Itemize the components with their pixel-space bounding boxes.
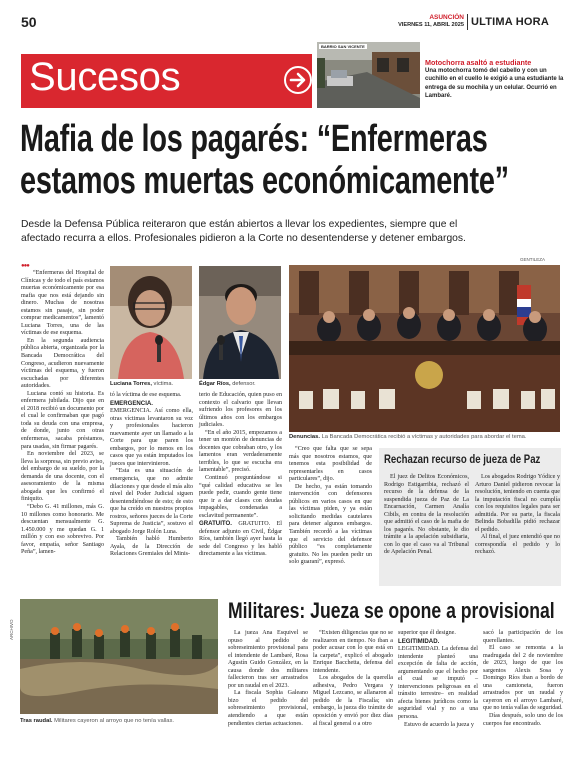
paragraph: De hecho, ya están tomando intervención con defensores públicos en varios casos en que las víctimas piden, y ya están solicitando medidas cautelares para detener algunos embargos. También recordó a las víctimas que el servicio del defensor público “es completamente gratuito. No les pueden pedir un solo guaraní”, expresó. bbox=[289, 483, 372, 566]
paragraph bbox=[110, 400, 193, 469]
paragraph: También habló Humberto Ayala, de la Dirección de Relaciones Gremiales del Minis- bbox=[110, 536, 193, 558]
headline-line-1: Mafia de los pagarés: “Enfermeras bbox=[20, 118, 488, 160]
militares-column-4 bbox=[483, 630, 563, 728]
main-column-4 bbox=[289, 446, 372, 567]
main-column-1 bbox=[21, 270, 104, 557]
militares-photo-credit: ARCHIVO bbox=[9, 619, 14, 640]
arrow-right-icon[interactable] bbox=[284, 66, 312, 94]
paragraph: Los abogados de la querella adhesiva, Pedro Vergara y Miguel Lezcano, se allanaron al pedido de la Fiscalía; sin embargo, la jueza dio trámite de oposición y envió por diez días al fiscal general o a otro bbox=[313, 675, 393, 727]
paragraph: La fiscala Sophia Galeano bizo el pedido del sobreseimiento provisional, atendiendo a que están pendientes ciertas actuaciones. bbox=[228, 690, 308, 727]
paragraph: Continuó preguntándose si “qué calidad educativa se les puede pedir, cuando gente tiene que ir a dar clases con deudas impagables, condenadas a esclavitud permanente”. bbox=[199, 475, 282, 519]
paragraph: La jueza Ana Esquivel se opuso al pedido de sobreseimiento provisional para el intendente de Lambaré, Rosa Agustín Guido González, en la causa donde dos militares fallecieron tras ser arrastrados por un raudal en el 2023. bbox=[228, 630, 308, 689]
brief-photo-caption: BARRIO SAN VICENTE bbox=[321, 44, 365, 49]
caption-militares-text: Militares cayeron al arroyo que no tenía vallas. bbox=[54, 718, 175, 724]
caption-edgar-name: Édgar Ríos, bbox=[199, 381, 231, 387]
paragraph: “Esta es una situación de emergencia, que no admite dilaciones y que desde el más alto nivel del Poder Judicial siguen desentendiéndose de esto; de esto que ha creído en nuestros propios rostros, señores jueces de la Corte Suprema de Justicia”, sostuvo el abogado Jorge Rolón Luna. bbox=[110, 468, 193, 535]
paper-name: ASUNCIÓN bbox=[429, 14, 464, 21]
paragraph bbox=[398, 638, 478, 722]
main-column-2 bbox=[110, 392, 193, 559]
photo-militares bbox=[20, 599, 218, 714]
main-column-3 bbox=[199, 392, 282, 559]
photo-credit-gentileza: GENTILEZA bbox=[520, 257, 546, 262]
caption-militares-label: Tras raudal. bbox=[20, 718, 53, 724]
paragraph: Al final, el juez entendió que no correspondía el pedido y lo rechazó. bbox=[475, 534, 560, 556]
paragraph: terio de Educación, quien puso en contexto el calvario que llevan sufriendo los profesores en los últimos años con los embargos judiciales. bbox=[199, 392, 282, 429]
headline-line-2: estamos muertas económicamente” bbox=[20, 160, 509, 202]
paragraph: Días después, solo uno de los cuerpos fue encontrado. bbox=[483, 713, 563, 727]
subhead-legitimidad: LEGITIMIDAD. bbox=[398, 637, 440, 645]
paragraph: superior que él designe. bbox=[398, 630, 456, 636]
paragraph-text: LEGITIMIDAD. La defensa del intendente planteó una excepción de falta de acción, argumentando que el hecho por el cual se imputó –intervenciones peligrosas en el tránsito terrestre– en realidad afecta bienes jurídicos como la seguridad vial y no a una persona. bbox=[398, 646, 478, 721]
caption-luciana-role: víctima. bbox=[153, 381, 174, 387]
brief-photo bbox=[317, 42, 420, 108]
subhead-gratuito: GRATUITO. bbox=[199, 520, 232, 528]
header-divider bbox=[467, 14, 468, 30]
caption-militares bbox=[20, 718, 220, 724]
caption-luciana-name: Luciana Torres, bbox=[110, 381, 152, 387]
page-number: 50 bbox=[21, 14, 37, 30]
paragraph: “Enfermeras del Hospital de Clínicas y de todo el país estamos muertas económicamente por esa mafia que nos está dejando sin dinero. Muchas de nosotras estamos sin pasaje, sin poder comprar medicamentos”, lamentó Luciana Torres, una de las víctimas de ese esquema. bbox=[21, 270, 104, 337]
paragraph: El caso se remonta a la madrugada del 2 de noviembre de 2023, luego de que los sargentos Alexis Sosa y Domingo Ríos iban a bordo de una camioneta, fueron arrastrados por un raudal y cayeron en el arroyo Lambaré, que no tenía vallas de seguridad. bbox=[483, 645, 563, 712]
paragraph bbox=[199, 520, 282, 559]
issue-date: VIERNES 11, ABRIL 2025 bbox=[398, 22, 464, 28]
militares-column-3 bbox=[398, 630, 478, 729]
militares-column-2 bbox=[313, 630, 393, 728]
brief-text: Una motochorra tomó del cabello y con un cuchillo en el cuello le exigió a una estudiante la entrega de su mochila y un celular. Ocurrió en Lambaré. bbox=[425, 68, 564, 99]
paragraph: Luciana contó su historia. Es enfermera jubilada. Dijo que en el 2018 recibió un documento por el cual le confirmaban que pagó toda su deuda con una empresa, de donde, junto con otras enfermeras, sacaba préstamos, para usadas, sin firmar pagarés. bbox=[21, 390, 104, 450]
caption-denuncias-text: La Bancada Democrática recibió a víctimas y autoridades para abordar el tema. bbox=[321, 434, 527, 440]
lead-line-1: Desde la Defensa Pública reiteraron que están abiertos a llevar los expedientes, siempre que el bbox=[21, 219, 458, 230]
militares-column-1 bbox=[228, 630, 308, 728]
paragraph: “En el año 2015, empezamos a tener un montón de denuncias de docentes que cobraban otro, y los lamentos eran verdaderamente terribles, lo que se escucha era lamentable”, precisó. bbox=[199, 429, 282, 474]
paragraph: Estuvo de acuerdo la jueza y bbox=[404, 721, 474, 728]
paragraph: “Existen diligencias que no se realizaron en tiempo. No iban a poder acusar con lo que está en la carpeta”, explicó el abogado Enrique Bacchetta, defensa del intendente. bbox=[313, 630, 393, 674]
section-label: Sucesos bbox=[29, 55, 181, 99]
lead-line-2: afectado recurra a ellos. Profesionales pidieron a la Corte no desentenderse y detener embargos. bbox=[21, 233, 466, 244]
subhead-emergencia: EMERGENCIA. bbox=[110, 399, 153, 407]
photo-luciana-torres bbox=[110, 266, 192, 379]
rechazan-title: Rechazan recurso de jueza de Paz bbox=[384, 452, 541, 466]
militares-headline: Militares: Jueza se opone a provisional bbox=[228, 598, 555, 623]
photo-denuncias bbox=[289, 265, 560, 432]
paragraph: En noviembre del 2023, se lleva la sorpresa, sin previo aviso, del embargo de su sueldo, por la demanda de una docente, con el asesoramiento de la misma abogada que les confirmó el finiquito. bbox=[21, 451, 104, 503]
caption-edgar bbox=[199, 381, 256, 387]
ultima-hora-label: ULTIMA HORA bbox=[471, 16, 549, 28]
paragraph: tó la víctima de ese esquema. bbox=[110, 392, 182, 398]
brief-title: Motochorra asaltó a estudiante bbox=[425, 58, 532, 67]
caption-denuncias bbox=[289, 434, 564, 440]
rechazan-column-2 bbox=[475, 474, 560, 557]
paragraph-text: GRATUITO. El defensor adjunto en Civil, Édgar Ríos, también llegó ayer hasta la sede del Congreso y les habló directamente a las víctimas. bbox=[199, 521, 282, 558]
caption-denuncias-label: Denuncias. bbox=[289, 434, 320, 440]
paragraph: “Creo que falta que se sepa más que nosotros estamos, que tenemos esta posibilidad de representarles en casos particulares”, dijo. bbox=[289, 446, 372, 483]
paragraph: sacó la participación de los querellantes. bbox=[483, 630, 563, 644]
paragraph: “Debo G. 41 millones, más G. 10 millones como honorario. Me descuentan mensualmente G. 1.450.000 y me quedan G. 1 millón y con eso sobrevivo. Por favor, empatía, señor Santiago Peña”, lamen- bbox=[21, 503, 104, 556]
bullet-dots: ●●● bbox=[21, 263, 29, 269]
paragraph-text: EMERGENCIA. Así como ella, otras víctimas levantaron su voz y profesionales hacieron nuevamente ayer un llamado a la Corte para que paren los embargos, por lo menos en los casos que ya están imputados los jueces que intervinieron. bbox=[110, 408, 193, 467]
caption-luciana bbox=[110, 381, 173, 387]
photo-edgar-rios bbox=[199, 266, 281, 379]
caption-edgar-role: defensor. bbox=[232, 381, 256, 387]
paragraph: Los abogados Rodrigo Yódice y Arturo Daniel pidieron revocar la resolución, teniendo en cuenta que la imputación fiscal no cumplía con los requisitos legales para ser admitida. Por su parte, la fiscala Belinda Bobadilla pidió rechazar el pedido. bbox=[475, 474, 560, 533]
paragraph: En la segunda audiencia pública abierta, organizada por la Bancada Democrática del Congreso, acudieron nuevamente víctimas del esquema, y fueron escuchadas por diferentes autoridades. bbox=[21, 337, 104, 390]
rechazan-column-1: El juez de Delitos Económicos, Rodrigo Estigarribia, rechazó el recurso de la defensa de la suspendida jueza de Paz de La Encarnación, Carmen Analía Cibils, en contra de la resolución que admitió el caso de la mafia de los pagarés. No obstante, le dio trámite a la apelación subsidiaria, con lo que el caso va al Tribunal de Apelación Penal. bbox=[384, 474, 469, 556]
